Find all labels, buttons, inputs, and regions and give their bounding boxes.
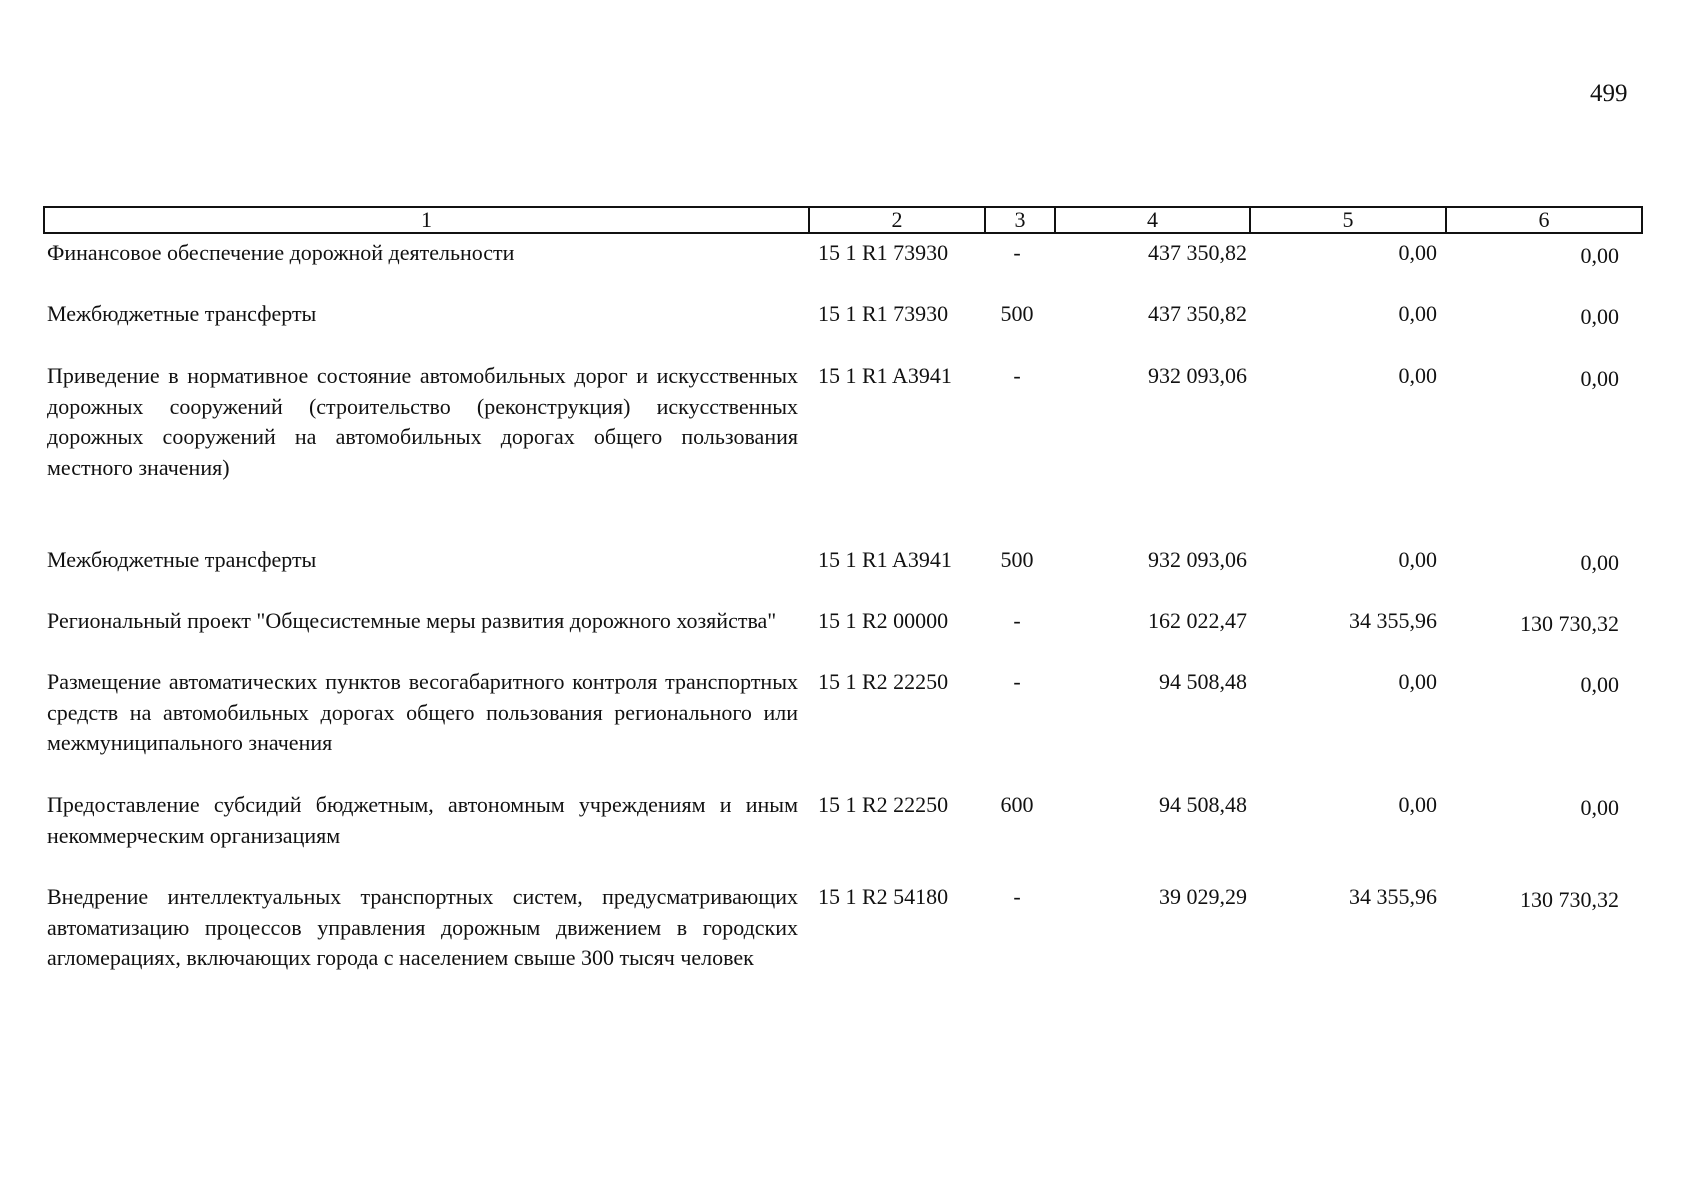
row-value-col6: 0,00 [1580,550,1619,575]
row-value-col5: 34 355,96 [1349,608,1437,633]
row-value-col5: 0,00 [1398,792,1437,817]
column-header-6: 6 [1445,208,1641,232]
row-value-col4: 437 350,82 [1148,240,1247,265]
page-number: 499 [1590,80,1628,107]
row-code: 15 1 R1 73930 [818,240,949,265]
row-value-col5: 0,00 [1398,547,1437,572]
row-value-col4: 39 029,29 [1159,884,1247,909]
row-expense-type: - [1013,669,1021,694]
table-row [47,545,1643,576]
row-expense-type: 500 [1000,547,1034,572]
row-name: Приведение в нормативное состояние автомобильных дорог и искусственных дорожных сооружений (строительство (реконструкция) искусственных дорожных сооружений на автомобильных дорогах общего пользования местного значения) [47,363,798,480]
row-expense-type: - [1013,240,1021,265]
row-value-col5: 0,00 [1398,669,1437,694]
table-row [47,882,1643,974]
row-name: Размещение автоматических пунктов весогабаритного контроля транспортных средств на автомобильных дорогах общего пользования регионального или межмуниципального значения [47,669,798,755]
row-value-col6: 0,00 [1580,672,1619,697]
table-row [47,790,1643,851]
row-expense-type: 600 [1000,792,1034,817]
row-name: Предоставление субсидий бюджетным, автономным учреждениям и иным некоммерческим организациям [47,792,798,848]
row-expense-type: - [1013,363,1021,388]
row-code: 15 1 R2 22250 [818,792,949,817]
row-name: Межбюджетные трансферты [47,301,317,326]
row-code: 15 1 R2 22250 [818,669,949,694]
row-expense-type: 500 [1000,301,1034,326]
row-value-col6: 0,00 [1580,795,1619,820]
column-header-5: 5 [1249,208,1445,232]
row-value-col6: 130 730,32 [1520,887,1619,912]
row-value-col5: 34 355,96 [1349,884,1437,909]
row-code: 15 1 R1 A3941 [818,363,952,388]
row-value-col4: 94 508,48 [1159,792,1247,817]
table-row [47,361,1643,483]
row-value-col4: 932 093,06 [1148,363,1247,388]
row-value-col5: 0,00 [1398,240,1437,265]
row-value-col6: 0,00 [1580,243,1619,268]
row-value-col4: 437 350,82 [1148,301,1247,326]
column-header-1: 1 [421,207,432,232]
row-value-col6: 0,00 [1580,366,1619,391]
column-header-3: 3 [984,208,1054,232]
column-header-4: 4 [1054,208,1249,232]
column-header-2: 2 [808,208,984,232]
row-expense-type: - [1013,884,1021,909]
row-value-col5: 0,00 [1398,363,1437,388]
row-name: Межбюджетные трансферты [47,547,317,572]
row-name: Внедрение интеллектуальных транспортных систем, предусматривающих автоматизацию процессов управления дорожным движением в городских агломерациях, включающих города с населением свыше 300 тысяч человек [47,884,798,970]
table-row [47,299,1643,330]
row-value-col6: 0,00 [1580,304,1619,329]
row-value-col4: 162 022,47 [1148,608,1247,633]
row-value-col4: 932 093,06 [1148,547,1247,572]
row-code: 15 1 R1 A3941 [818,547,952,572]
table-row [47,238,1643,269]
row-code: 15 1 R2 00000 [818,608,949,633]
row-code: 15 1 R2 54180 [818,884,949,909]
row-value-col5: 0,00 [1398,301,1437,326]
row-code: 15 1 R1 73930 [818,301,949,326]
table-header [43,206,1643,234]
row-name: Финансовое обеспечение дорожной деятельности [47,240,515,265]
row-value-col6: 130 730,32 [1520,611,1619,636]
table-row [47,606,1643,637]
row-expense-type: - [1013,608,1021,633]
row-value-col4: 94 508,48 [1159,669,1247,694]
row-name: Региональный проект "Общесистемные меры развития дорожного хозяйства" [47,608,777,633]
table-row [47,667,1643,759]
